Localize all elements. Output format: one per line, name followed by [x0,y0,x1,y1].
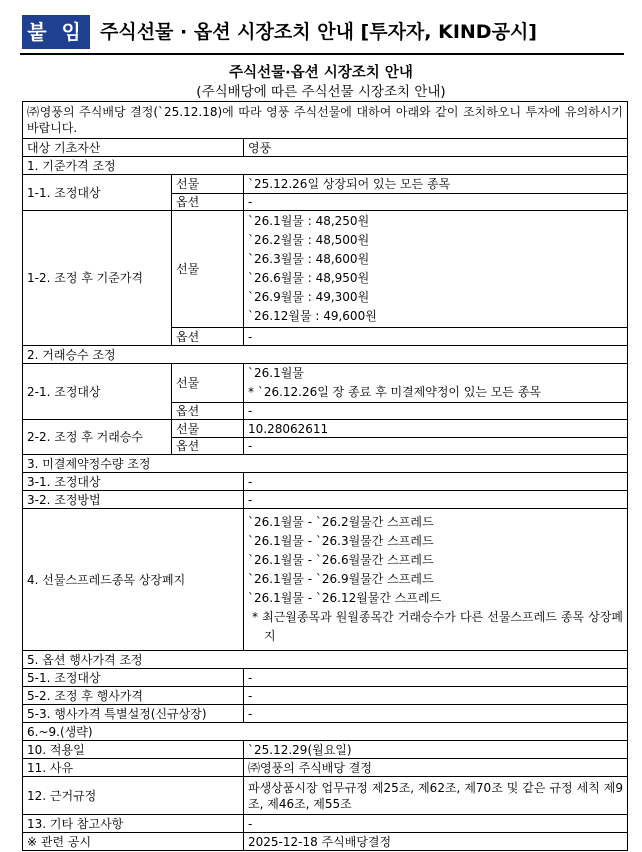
row-label: 3-2. 조정방법 [23,491,244,509]
omitted-sections: 6.~9.(생략) [23,723,628,741]
document-title: 주식선물·옵션 시장조치 안내 [229,65,413,81]
row-label: 4. 선물스프레드종목 상장폐지 [23,509,244,651]
row-label: 1-2. 조정 후 기준가격 [23,211,172,346]
row-label: ※ 관련 공시 [23,833,244,851]
row-value: - [244,705,628,723]
futures-label: 선물 [172,211,244,328]
section-title: 3. 미결제약정수량 조정 [23,455,628,473]
header-title: 주식선물 · 옵션 시장조치 안내 [투자자, KIND공시] [100,21,537,43]
futures-label: 선물 [172,364,244,403]
adjusted-price-list [244,211,628,328]
row-label: 3-1. 조정대상 [23,473,244,491]
row-value: ㈜영풍의 주식배당 결정 [244,759,628,777]
options-label: 옵션 [172,328,244,346]
list-item: `26.9월물 : 49,300원 [248,290,370,304]
row-label: 2-2. 조정 후 거래승수 [23,420,172,455]
row-label: 13. 기타 참고사항 [23,815,244,833]
row-label: 5-2. 조정 후 행사가격 [23,687,244,705]
list-item: `26.1월물 - `26.6월물간 스프레드 [248,553,434,567]
futures-label: 선물 [172,175,244,194]
row-value: - [244,669,628,687]
underlying-label: 대상 기초자산 [23,139,244,157]
header-divider [20,53,624,55]
options-label: 옵션 [172,194,244,211]
list-item: `26.1월물 - `26.9월물간 스프레드 [248,572,434,586]
row-value: `25.12.29(월요일) [244,741,628,759]
row-label: 5-3. 행사가격 특별설정(신규상장) [23,705,244,723]
section-title: 2. 거래승수 조정 [23,346,628,364]
document-subtitle: (주식배당에 따른 주식선물 시장조치 안내) [196,84,446,100]
row-label: 11. 사유 [23,759,244,777]
related-disclosure: 2025-12-18 주식배당결정 [244,833,628,851]
options-label: 옵션 [172,438,244,455]
list-item: `26.1월물 - `26.2월물간 스프레드 [248,515,434,529]
futures-label: 선물 [172,420,244,438]
spread-delisting-list [244,509,628,651]
market-measure-table [22,101,628,851]
note-text: * 최근월종목과 원월종목간 거래승수가 다른 선물스프레드 종목 상장폐지 [252,610,623,643]
section-title: 1. 기준가격 조정 [23,157,628,175]
row-value: - [244,328,628,346]
adjustment-target [244,364,628,403]
row-value: - [244,403,628,420]
note-text: * `26.12.26일 장 종료 후 미결제약정이 있는 모든 종목 [248,385,542,399]
row-value: - [244,687,628,705]
document-header [20,12,624,54]
list-item: `26.1월물 [248,366,304,380]
section-title: 5. 옵션 행사가격 조정 [23,651,628,669]
row-label: 5-1. 조정대상 [23,669,244,687]
row-value: - [244,491,628,509]
row-label: 1-1. 조정대상 [23,175,172,211]
row-value: - [244,473,628,491]
list-item: `26.6월물 : 48,950원 [248,271,370,285]
intro-text: ㈜영풍의 주식배당 결정(`25.12.18)에 따라 영풍 주식선물에 대하여 아래와 같이 조치하오니 투자에 유의하시기 바랍니다. [23,102,628,139]
row-value: 파생상품시장 업무규정 제25조, 제62조, 제70조 및 같은 규정 세칙 제9조, 제46조, 제55조 [244,777,628,815]
row-value: `25.12.26일 상장되어 있는 모든 종목 [244,175,628,194]
options-label: 옵션 [172,403,244,420]
row-label: 12. 근거규정 [23,777,244,815]
list-item: `26.1월물 - `26.3월물간 스프레드 [248,534,434,548]
row-label: 2-1. 조정대상 [23,364,172,420]
list-item: `26.2월물 : 48,500원 [248,233,370,247]
list-item: `26.12월물 : 49,600원 [248,309,377,323]
underlying-value: 영풍 [244,139,628,157]
row-value: - [244,438,628,455]
list-item: `26.1월물 - `26.12월물간 스프레드 [248,591,442,605]
row-label: 10. 적용일 [23,741,244,759]
row-value: 10.28062611 [244,420,628,438]
list-item: `26.3월물 : 48,600원 [248,252,370,266]
attachment-badge: 붙 임 [22,15,90,49]
row-value: - [244,815,628,833]
list-item: `26.1월물 : 48,250원 [248,214,370,228]
row-value: - [244,194,628,211]
